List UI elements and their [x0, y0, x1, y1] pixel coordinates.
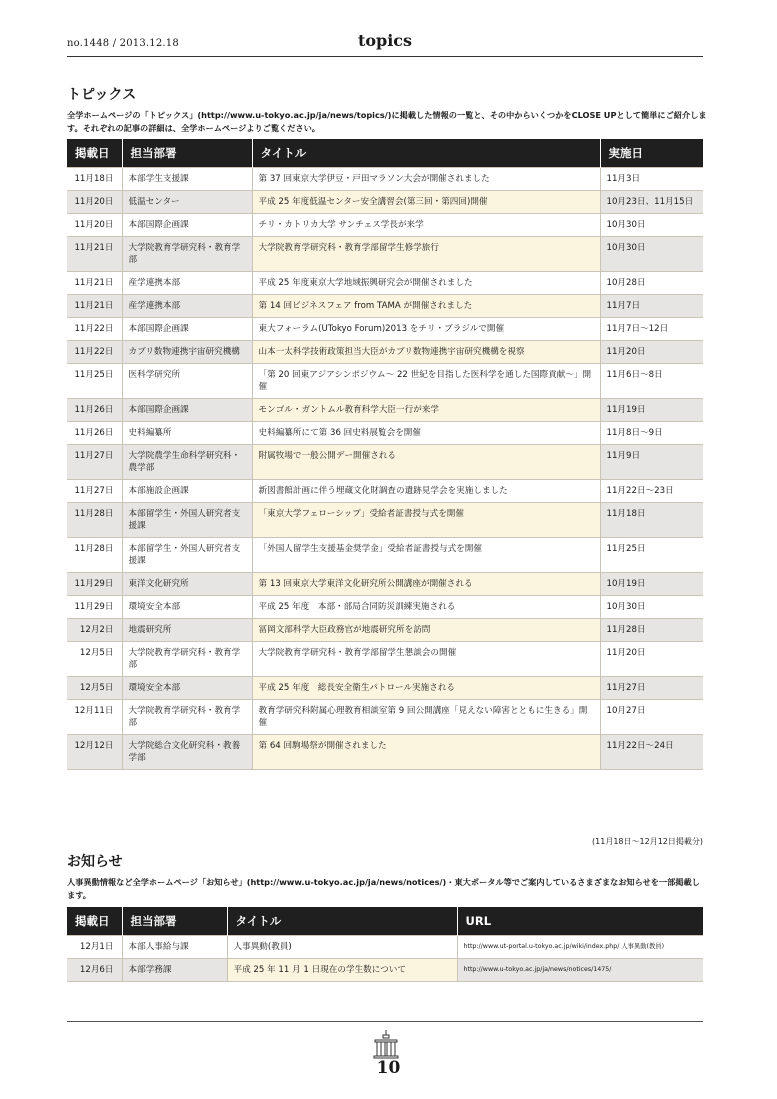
- table-row: [67, 318, 703, 341]
- cell-title: 第 13 回東京大学東洋文化研究所公開講座が開催される: [252, 573, 600, 596]
- cell-dept: 東洋文化研究所: [122, 573, 252, 596]
- cell-dept: カブリ数物連携宇宙研究機構: [122, 341, 252, 364]
- cell-dept: 環境安全本部: [122, 677, 252, 700]
- cell-title: 平成 25 年度低温センター安全講習会(第三回・第四回)開催: [252, 191, 600, 214]
- cell-held: 10月28日: [600, 272, 703, 295]
- cell-date: 11月22日: [67, 341, 122, 364]
- cell-held: 10月19日: [600, 573, 703, 596]
- cell-date: 11月29日: [67, 596, 122, 619]
- cell-title: 第 37 回東京大学伊豆・戸田マラソン大会が開催されました: [252, 168, 600, 191]
- table-row: [67, 445, 703, 480]
- cell-dept: 産学連携本部: [122, 295, 252, 318]
- cell-held: 11月20日: [600, 642, 703, 677]
- table-row: [67, 237, 703, 272]
- cell-held: 10月30日: [600, 596, 703, 619]
- cell-held: 10月30日: [600, 214, 703, 237]
- cell-date: 12月5日: [67, 677, 122, 700]
- cell-title: 史料編纂所にて第 36 回史料展覧会を開催: [252, 422, 600, 445]
- cell-date: 11月26日: [67, 399, 122, 422]
- cell-title: 新図書館計画に伴う埋蔵文化財調査の遺跡見学会を実施しました: [252, 480, 600, 503]
- table-row: [67, 700, 703, 735]
- cell-date: 11月29日: [67, 573, 122, 596]
- cell-title: 冨岡文部科学大臣政務官が地震研究所を訪問: [252, 619, 600, 642]
- notices-header-row: [67, 907, 703, 936]
- column-header-url: URL: [457, 907, 703, 936]
- cell-title: 第 64 回駒場祭が開催されました: [252, 735, 600, 770]
- table-footnote: (11月18日～12月12日掲載分): [592, 837, 703, 846]
- cell-date: 11月22日: [67, 318, 122, 341]
- cell-title: 平成 25 年 11 月 1 日現在の学生数について: [227, 959, 457, 982]
- cell-dept: 大学院教育学研究科・教育学部: [122, 700, 252, 735]
- column-header-date: 掲載日: [67, 139, 122, 168]
- table-row: [67, 503, 703, 538]
- table-row: [67, 272, 703, 295]
- notices-intro: 人事異動情報など全学ホームページ「お知らせ」(http://www.u-tokyo.ac.jp/ja/news/notices/)・東大ポータル等でご案内しているさまざまなお知らせを一部掲載します。: [67, 877, 700, 900]
- cell-dept: 史料編纂所: [122, 422, 252, 445]
- cell-title: 「外国人留学生支援基金奨学金」受給者証書授与式を開催: [252, 538, 600, 573]
- cell-held: 11月20日: [600, 341, 703, 364]
- cell-date: 12月11日: [67, 700, 122, 735]
- university-building-emblem-icon: [371, 1028, 401, 1062]
- column-header-dept: 担当部署: [122, 139, 252, 168]
- cell-held: 11月22日～23日: [600, 480, 703, 503]
- cell-date: 11月21日: [67, 295, 122, 318]
- cell-dept: 大学院教育学研究科・教育学部: [122, 642, 252, 677]
- cell-title: 平成 25 年度 総長安全衛生パトロール実施される: [252, 677, 600, 700]
- table-row: [67, 191, 703, 214]
- cell-title: 人事異動(教員): [227, 936, 457, 959]
- cell-date: 11月21日: [67, 272, 122, 295]
- cell-dept: 大学院総合文化研究科・教養学部: [122, 735, 252, 770]
- table-row: [67, 596, 703, 619]
- cell-held: 10月27日: [600, 700, 703, 735]
- cell-dept: 大学院農学生命科学研究科・農学部: [122, 445, 252, 480]
- notices-heading: お知らせ: [67, 854, 123, 870]
- cell-dept: 本部学生支援課: [122, 168, 252, 191]
- cell-url: http://www.ut-portal.u-tokyo.ac.jp/wiki/index.php/ 人事異動(教員): [457, 936, 703, 959]
- cell-date: 12月1日: [67, 936, 122, 959]
- topics-table: [67, 139, 703, 770]
- cell-date: 11月20日: [67, 191, 122, 214]
- cell-title: 大学院教育学研究科・教育学部留学生修学旅行: [252, 237, 600, 272]
- cell-date: 11月28日: [67, 503, 122, 538]
- cell-held: 10月23日、11月15日: [600, 191, 703, 214]
- cell-dept: 地震研究所: [122, 619, 252, 642]
- cell-title: 「第 20 回東アジアシンポジウム～ 22 世紀を目指した医科学を通した国際貢献～」開催: [252, 364, 600, 399]
- cell-held: 11月22日～24日: [600, 735, 703, 770]
- cell-date: 11月27日: [67, 480, 122, 503]
- cell-url: http://www.u-tokyo.ac.jp/ja/news/notices/1475/: [457, 959, 703, 982]
- issue-info: no.1448 / 2013.12.18: [67, 38, 179, 49]
- cell-title: 東大フォーラム(UTokyo Forum)2013 をチリ・ブラジルで開催: [252, 318, 600, 341]
- cell-dept: 本部学務課: [122, 959, 227, 982]
- cell-title: 「東京大学フェローシップ」受給者証書授与式を開催: [252, 503, 600, 538]
- cell-held: 11月6日～8日: [600, 364, 703, 399]
- cell-date: 11月25日: [67, 364, 122, 399]
- cell-held: 11月25日: [600, 538, 703, 573]
- cell-dept: 本部留学生・外国人研究者支援課: [122, 538, 252, 573]
- cell-dept: 大学院教育学研究科・教育学部: [122, 237, 252, 272]
- topics-header-row: [67, 139, 703, 168]
- cell-title: チリ・カトリカ大学 サンチェス学長が来学: [252, 214, 600, 237]
- cell-dept: 医科学研究所: [122, 364, 252, 399]
- cell-title: 平成 25 年度東京大学地域振興研究会が開催されました: [252, 272, 600, 295]
- cell-dept: 本部国際企画課: [122, 399, 252, 422]
- cell-title: モンゴル・ガントムル教育科学大臣一行が来学: [252, 399, 600, 422]
- table-row: [67, 341, 703, 364]
- cell-date: 11月28日: [67, 538, 122, 573]
- topics-intro: 全学ホームページの「トピックス」(http://www.u-tokyo.ac.jp/ja/news/topics/)に掲載した情報の一覧と、その中からいくつかをCLOSE UPとして簡単にご紹介します。それぞれの記事の詳細は、全学ホームページよりご覧ください。: [67, 110, 707, 133]
- footer-divider: [67, 1021, 703, 1022]
- table-row: [67, 399, 703, 422]
- cell-dept: 産学連携本部: [122, 272, 252, 295]
- page-number: 10: [376, 1058, 401, 1078]
- column-header-title: タイトル: [252, 139, 600, 168]
- cell-held: 11月9日: [600, 445, 703, 480]
- cell-held: 11月7日～12日: [600, 318, 703, 341]
- table-row: [67, 677, 703, 700]
- cell-held: 11月3日: [600, 168, 703, 191]
- cell-dept: 本部国際企画課: [122, 214, 252, 237]
- cell-title: 附属牧場で一般公開デー開催される: [252, 445, 600, 480]
- cell-date: 11月27日: [67, 445, 122, 480]
- cell-title: 平成 25 年度 本部・部局合同防災訓練実施される: [252, 596, 600, 619]
- table-row: [67, 538, 703, 573]
- cell-title: 大学院教育学研究科・教育学部留学生懇談会の開催: [252, 642, 600, 677]
- topics-heading: トピックス: [67, 87, 137, 103]
- column-header-date: 掲載日: [67, 907, 122, 936]
- table-row: [67, 619, 703, 642]
- cell-dept: 本部人事給与課: [122, 936, 227, 959]
- cell-dept: 本部国際企画課: [122, 318, 252, 341]
- table-row: [67, 480, 703, 503]
- table-row: [67, 642, 703, 677]
- page-header: [67, 30, 703, 57]
- cell-held: 11月28日: [600, 619, 703, 642]
- cell-dept: 本部留学生・外国人研究者支援課: [122, 503, 252, 538]
- table-row: [67, 168, 703, 191]
- cell-date: 11月18日: [67, 168, 122, 191]
- cell-held: 11月7日: [600, 295, 703, 318]
- column-header-dept: 担当部署: [122, 907, 227, 936]
- cell-date: 12月5日: [67, 642, 122, 677]
- cell-date: 12月2日: [67, 619, 122, 642]
- table-row: [67, 422, 703, 445]
- table-row: [67, 214, 703, 237]
- table-row: [67, 735, 703, 770]
- table-row: [67, 295, 703, 318]
- table-row: [67, 573, 703, 596]
- column-header-held: 実施日: [600, 139, 703, 168]
- notices-table: [67, 907, 703, 982]
- cell-title: 山本一太科学技術政策担当大臣がカブリ数物連携宇宙研究機構を視察: [252, 341, 600, 364]
- cell-dept: 低温センター: [122, 191, 252, 214]
- cell-dept: 環境安全本部: [122, 596, 252, 619]
- cell-dept: 本部施設企画課: [122, 480, 252, 503]
- cell-title: 第 14 回ビジネスフェア from TAMA が開催されました: [252, 295, 600, 318]
- table-row: [67, 936, 703, 959]
- cell-date: 12月12日: [67, 735, 122, 770]
- table-row: [67, 364, 703, 399]
- cell-date: 11月26日: [67, 422, 122, 445]
- cell-date: 12月6日: [67, 959, 122, 982]
- cell-held: 10月30日: [600, 237, 703, 272]
- header-title: topics: [357, 31, 413, 50]
- table-row: [67, 959, 703, 982]
- cell-date: 11月21日: [67, 237, 122, 272]
- cell-title: 教育学研究科附属心理教育相談室第 9 回公開講座「見えない障害とともに生きる」開催: [252, 700, 600, 735]
- cell-held: 11月8日～9日: [600, 422, 703, 445]
- cell-held: 11月18日: [600, 503, 703, 538]
- cell-date: 11月20日: [67, 214, 122, 237]
- column-header-title: タイトル: [227, 907, 457, 936]
- cell-held: 11月19日: [600, 399, 703, 422]
- cell-held: 11月27日: [600, 677, 703, 700]
